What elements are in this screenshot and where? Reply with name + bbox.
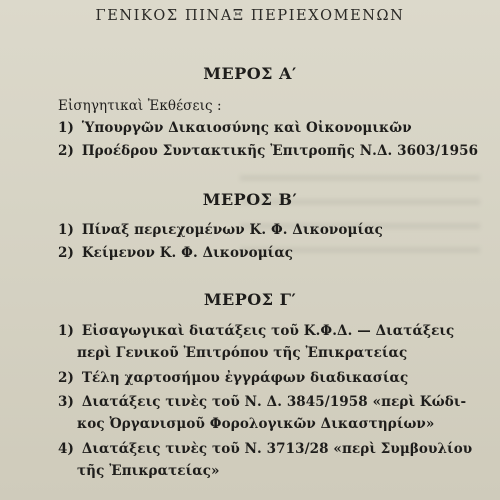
part-c-item-2 xyxy=(58,370,408,386)
item-text: Κείμενον Κ. Φ. Δικονομίας xyxy=(81,245,294,261)
item-text: Ὑπουργῶν Δικαιοσύνης καὶ Οἰκονομικῶν xyxy=(81,120,412,136)
item-text: Πίναξ περιεχομένων Κ. Φ. Δικονομίας xyxy=(81,222,383,238)
part-c-title: ΜΕΡΟΣ Γ′ xyxy=(203,290,297,309)
part-b-title: ΜΕΡΟΣ Β′ xyxy=(202,190,298,209)
item-number: 2) xyxy=(58,143,74,159)
part-c-item-4-cont: τῆς Ἐπικρατείας» xyxy=(77,463,220,479)
item-number: 1) xyxy=(58,222,74,238)
item-number: 1) xyxy=(58,120,74,136)
item-text: Εἰσαγωγικαὶ διατάξεις τοῦ Κ.Φ.Δ. — Διατάξεις xyxy=(81,323,455,339)
part-b-item-2 xyxy=(58,245,293,261)
part-c-item-1-cont: περὶ Γενικοῦ Ἐπιτρόπου τῆς Ἐπικρατείας xyxy=(77,345,408,361)
item-text: Προέδρου Συντακτικῆς Ἐπιτροπῆς Ν.Δ. 3603/1956 xyxy=(81,143,479,159)
item-number: 3) xyxy=(58,394,74,410)
item-number: 2) xyxy=(58,245,74,261)
item-number: 2) xyxy=(58,370,74,386)
item-text: Διατάξεις τινὲς τοῦ Ν. Δ. 3845/1958 «περὶ Κώδι- xyxy=(81,394,467,410)
part-c-item-3 xyxy=(58,394,466,410)
part-c-item-4 xyxy=(58,441,472,457)
part-c-item-3-cont: κος Ὀργανισμοῦ Φορολογικῶν Δικαστηρίων» xyxy=(77,416,435,432)
main-title: ΓΕΝΙΚΟΣ ΠΙΝΑΞ ΠΕΡΙΕΧΟΜΕΝΩΝ xyxy=(95,8,405,24)
part-a-item-1 xyxy=(58,120,412,136)
item-number: 1) xyxy=(58,323,74,339)
part-a-title: ΜΕΡΟΣ Α′ xyxy=(203,64,297,83)
item-number: 4) xyxy=(58,441,74,457)
part-a-intro: Εἰσηγητικαὶ Ἐκθέσεις : xyxy=(58,98,222,114)
bleed-through-texture xyxy=(240,175,480,255)
part-b-item-1 xyxy=(58,222,383,238)
part-a-item-2 xyxy=(58,143,478,159)
part-c-item-1 xyxy=(58,323,454,339)
item-text: Τέλη χαρτοσήμου ἐγγράφων διαδικασίας xyxy=(81,370,409,386)
item-text: Διατάξεις τινὲς τοῦ Ν. 3713/28 «περὶ Συμβουλίου xyxy=(81,441,473,457)
